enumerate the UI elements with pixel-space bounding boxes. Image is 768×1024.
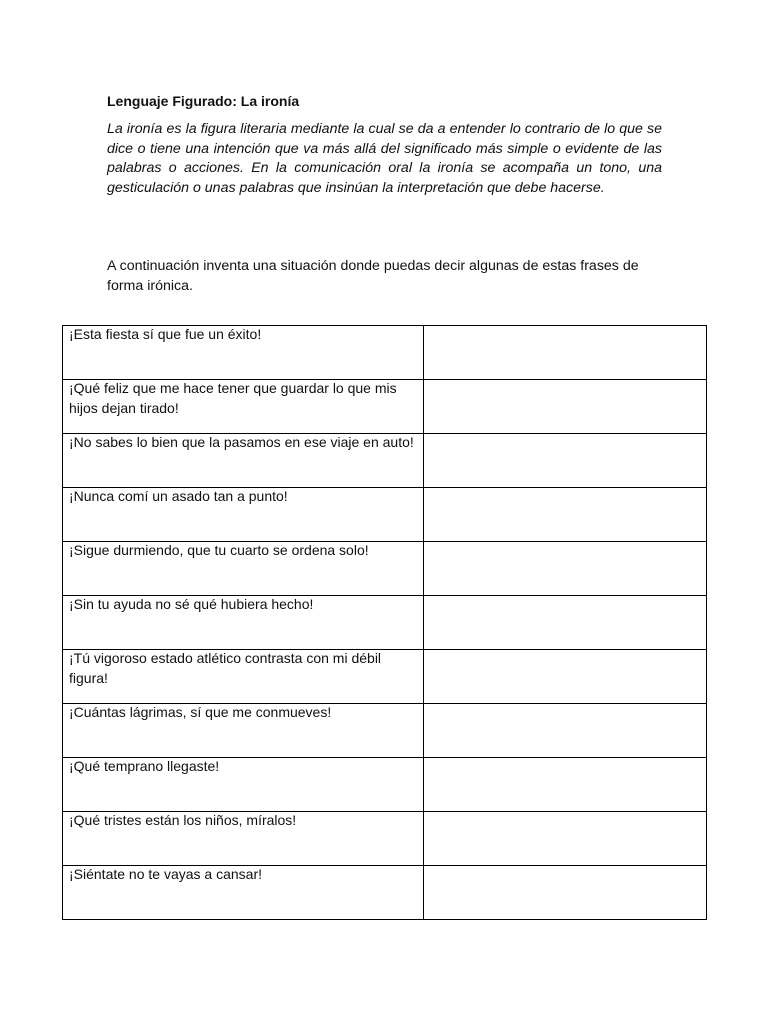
table-row: [63, 326, 707, 380]
answer-cell[interactable]: [424, 758, 707, 812]
phrase-text: ¡No sabes lo bien que la pasamos en ese viaje en auto!: [69, 434, 414, 450]
intro-paragraph: La ironía es la figura literaria mediante la cual se da a entender lo contrario de lo que se dice o tiene una intención que va más allá del significado más simple o evidente de las palabras o acciones. En la comunicación oral la ironía se acompaña un tono, una gesticulación o unas palabras que insinúan la interpretación que debe hacerse.: [107, 121, 662, 196]
phrase-cell: [63, 758, 424, 812]
phrase-cell: [63, 542, 424, 596]
phrase-text: ¡Qué temprano llegaste!: [69, 758, 220, 774]
phrase-cell: [63, 380, 424, 434]
table-row: [63, 812, 707, 866]
answer-cell[interactable]: [424, 488, 707, 542]
answer-cell[interactable]: [424, 704, 707, 758]
phrase-text: ¡Tú vigoroso estado atlético contrasta con mi débil figura!: [69, 650, 382, 686]
phrase-cell: [63, 812, 424, 866]
answer-cell[interactable]: [424, 596, 707, 650]
answer-cell[interactable]: [424, 812, 707, 866]
phrase-text: ¡Sin tu ayuda no sé qué hubiera hecho!: [69, 596, 314, 612]
answer-cell[interactable]: [424, 380, 707, 434]
table-row: [63, 704, 707, 758]
answer-cell[interactable]: [424, 434, 707, 488]
answer-cell[interactable]: [424, 650, 707, 704]
phrase-text: ¡Siéntate no te vayas a cansar!: [69, 866, 262, 882]
phrases-table: [62, 325, 707, 920]
table-row: [63, 758, 707, 812]
phrase-cell: [63, 596, 424, 650]
phrase-text: ¡Qué feliz que me hace tener que guardar lo que mis hijos dejan tirado!: [69, 380, 397, 416]
page-title: Lenguaje Figurado: La ironía: [107, 93, 300, 109]
table-row: [63, 434, 707, 488]
table-row: [63, 488, 707, 542]
table-row: [63, 380, 707, 434]
phrase-text: ¡Cuántas lágrimas, sí que me conmueves!: [69, 704, 332, 720]
answer-cell[interactable]: [424, 866, 707, 920]
phrase-cell: [63, 704, 424, 758]
phrase-text: ¡Sigue durmiendo, que tu cuarto se ordena solo!: [69, 542, 369, 558]
phrase-cell: [63, 866, 424, 920]
instruction-paragraph: A continuación inventa una situación donde puedas decir algunas de estas frases de forma irónica.: [107, 258, 639, 294]
table-row: [63, 650, 707, 704]
answer-cell[interactable]: [424, 542, 707, 596]
table-row: [63, 866, 707, 920]
phrase-cell: [63, 650, 424, 704]
phrase-text: ¡Nunca comí un asado tan a punto!: [69, 488, 288, 504]
phrase-text: ¡Esta fiesta sí que fue un éxito!: [69, 326, 262, 342]
phrase-cell: [63, 434, 424, 488]
phrase-cell: [63, 326, 424, 380]
table-row: [63, 542, 707, 596]
table-row: [63, 596, 707, 650]
phrase-cell: [63, 488, 424, 542]
answer-cell[interactable]: [424, 326, 707, 380]
phrase-text: ¡Qué tristes están los niños, míralos!: [69, 812, 297, 828]
